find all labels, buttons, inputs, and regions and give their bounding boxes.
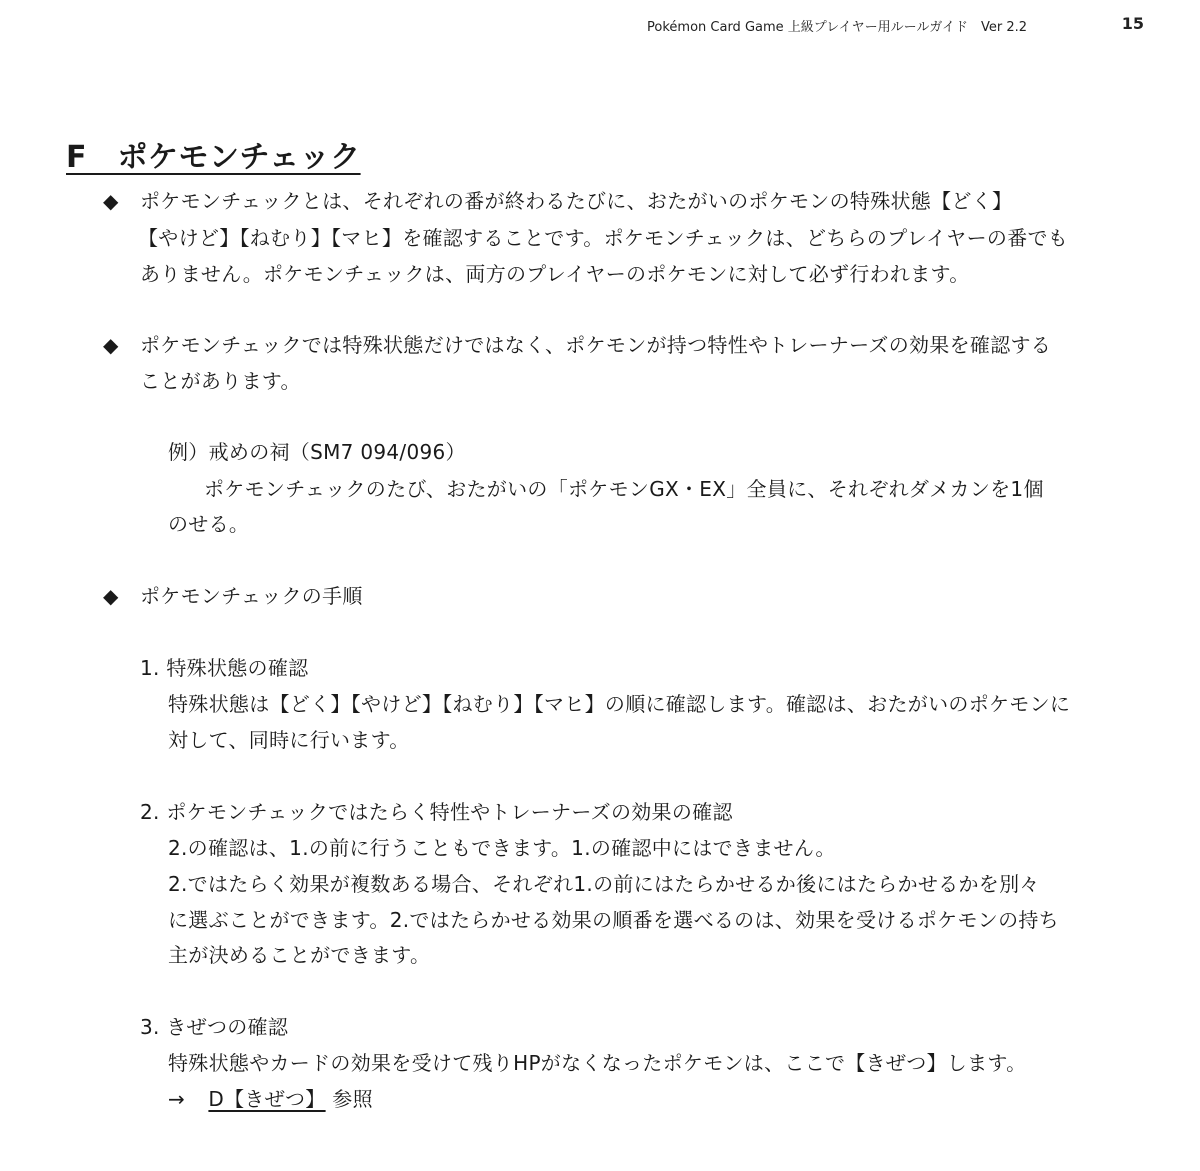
step-line: 主が決めることができます。 — [168, 943, 431, 967]
step-line: 特殊状態やカードの効果を受けて残りHPがなくなったポケモンは、ここで【きぜつ】します。 — [168, 1051, 1027, 1075]
step-line: 特殊状態は【どく】【やけど】【ねむり】【マヒ】の順に確認します。確認は、おたがいのポケモンに — [168, 692, 1071, 716]
document-title: Pokémon Card Game 上級プレイヤー用ルールガイド Ver 2.2 — [647, 20, 1027, 35]
reference-line — [168, 1087, 373, 1111]
right-arrow-icon: → — [168, 1087, 186, 1111]
diamond-bullet-icon: ◆ — [103, 584, 119, 608]
procedure-label: ポケモンチェックの手順 — [140, 584, 363, 608]
step-line: 2.の確認は、1.の前に行うこともできます。1.の確認中にはできません。 — [168, 836, 836, 860]
reference-link[interactable]: D【きぜつ】 — [208, 1087, 326, 1111]
diamond-bullet-icon: ◆ — [103, 333, 119, 357]
paragraph-line: ポケモンチェックとは、それぞれの番が終わるたびに、おたがいのポケモンの特殊状態【どく】 — [140, 189, 1013, 213]
page-header — [0, 14, 1200, 38]
section-title: F ポケモンチェック — [66, 140, 361, 175]
paragraph-line: ことがあります。 — [140, 369, 301, 393]
step-line: 2.ではたらく効果が複数ある場合、それぞれ1.の前にはたらかせるか後にはたらかせるかを別々 — [168, 872, 1040, 896]
step-line: に選ぶことができます。2.ではたらかせる効果の順番を選べるのは、効果を受けるポケモンの持ち — [168, 908, 1059, 932]
step-heading: 1. 特殊状態の確認 — [140, 656, 309, 680]
step-heading: 3. きぜつの確認 — [140, 1015, 289, 1039]
page-number: 15 — [1121, 14, 1144, 33]
diamond-bullet-icon: ◆ — [103, 189, 119, 213]
example-line: ポケモンチェックのたび、おたがいの「ポケモンGX・EX」全員に、それぞれダメカンを1個 — [204, 477, 1044, 501]
example-heading: 例）戒めの祠（SM7 094/096） — [168, 440, 466, 464]
paragraph-line: ありません。ポケモンチェックは、両方のプレイヤーのポケモンに対して必ず行われます。 — [140, 262, 970, 286]
example-line: のせる。 — [168, 512, 250, 536]
step-line: 対して、同時に行います。 — [168, 728, 410, 752]
paragraph-line: 【やけど】【ねむり】【マヒ】を確認することです。ポケモンチェックは、どちらのプレイヤーの番でも — [138, 226, 1069, 250]
paragraph-line: ポケモンチェックでは特殊状態だけではなく、ポケモンが持つ特性やトレーナーズの効果を確認する — [140, 333, 1052, 357]
reference-suffix: 参照 — [332, 1087, 373, 1111]
step-heading: 2. ポケモンチェックではたらく特性やトレーナーズの効果の確認 — [140, 800, 733, 824]
